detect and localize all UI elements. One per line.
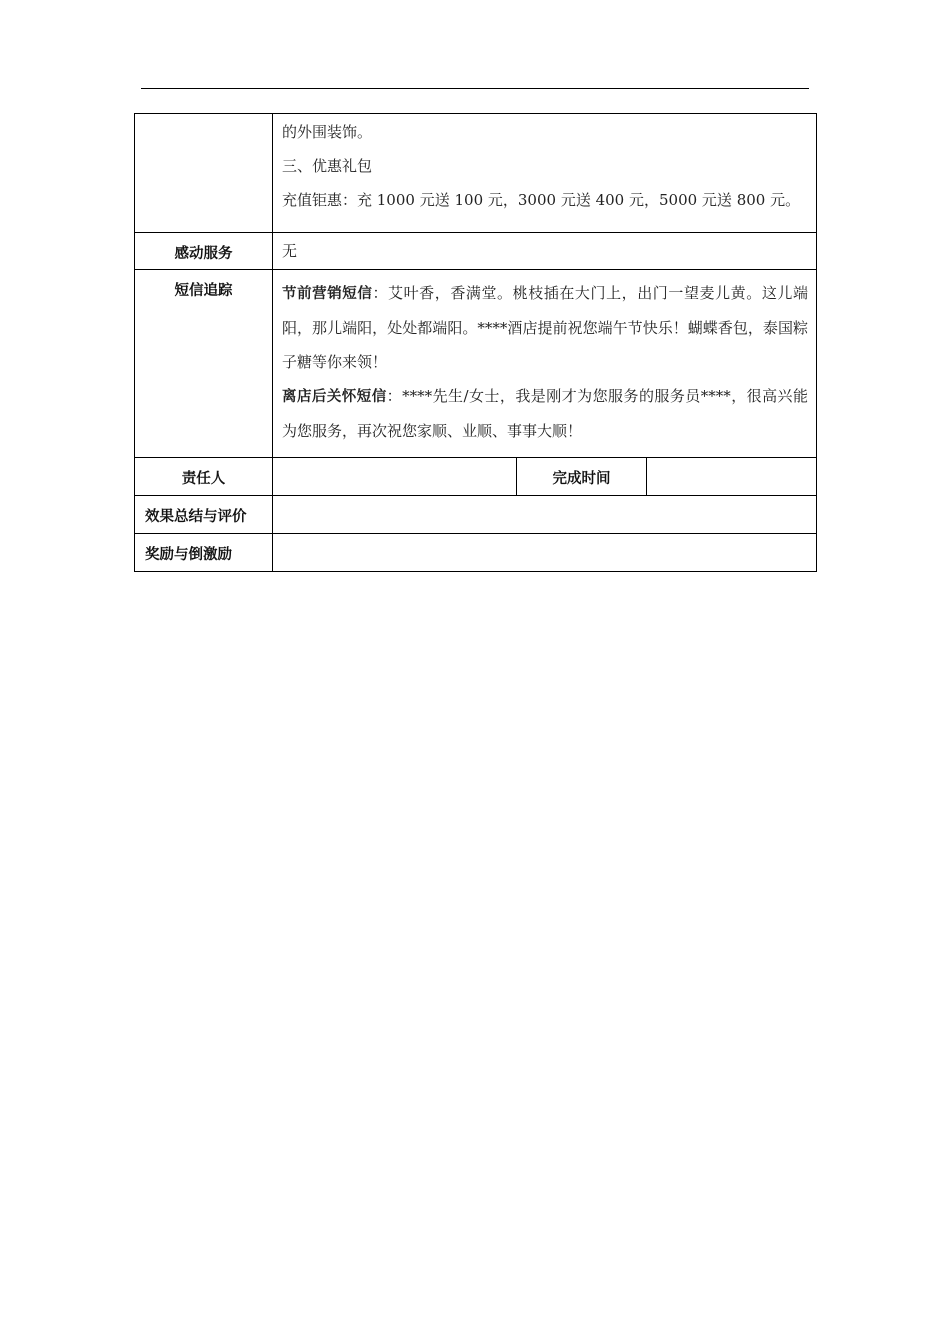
table-row-continued [135, 114, 817, 233]
responsible-value [273, 458, 517, 496]
after-leave-sms-text: ：****先生/女士，我是刚才为您服务的服务员****，很高兴能为您服务，再次祝您家顺、业顺、事事大顺！ [282, 387, 809, 440]
after-leave-sms [282, 379, 808, 448]
continued-line-2: 三、优惠礼包 [282, 157, 373, 175]
completion-time-label: 完成时间 [517, 458, 647, 496]
content-cell-continued [273, 114, 817, 233]
responsible-label: 责任人 [135, 458, 273, 496]
rewards-value [273, 534, 817, 572]
pre-holiday-sms-label: 节前营销短信 [282, 286, 373, 302]
sms-tracking-label: 短信追踪 [135, 270, 273, 458]
pre-holiday-sms [282, 276, 808, 379]
header-rule [141, 88, 809, 89]
effect-summary-label: 效果总结与评价 [135, 496, 273, 534]
continued-line-3: 充值钜惠：充 1000 元送 100 元，3000 元送 400 元，5000 元送 800 元。 [282, 191, 801, 209]
rewards-label: 奖励与倒激励 [135, 534, 273, 572]
table-row-effect-summary [135, 496, 817, 534]
plan-table [134, 113, 817, 572]
sms-tracking-content [273, 270, 817, 458]
completion-time-value [647, 458, 817, 496]
after-leave-sms-label: 离店后关怀短信 [282, 389, 387, 405]
touching-service-value: 无 [273, 233, 817, 270]
pre-holiday-sms-text: ：艾叶香，香满堂。桃枝插在大门上，出门一望麦儿黄。这儿端阳，那儿端阳，处处都端阳。****酒店提前祝您端午节快乐！蝴蝶香包，泰国粽子糖等你来领！ [282, 284, 808, 371]
table-row-rewards [135, 534, 817, 572]
table-row-responsible [135, 458, 817, 496]
table-row-sms-tracking [135, 270, 817, 458]
touching-service-label: 感动服务 [135, 233, 273, 270]
effect-summary-value [273, 496, 817, 534]
label-cell-empty [135, 114, 273, 233]
table-row-touching-service [135, 233, 817, 270]
continued-line-1: 的外围装饰。 [282, 123, 373, 141]
